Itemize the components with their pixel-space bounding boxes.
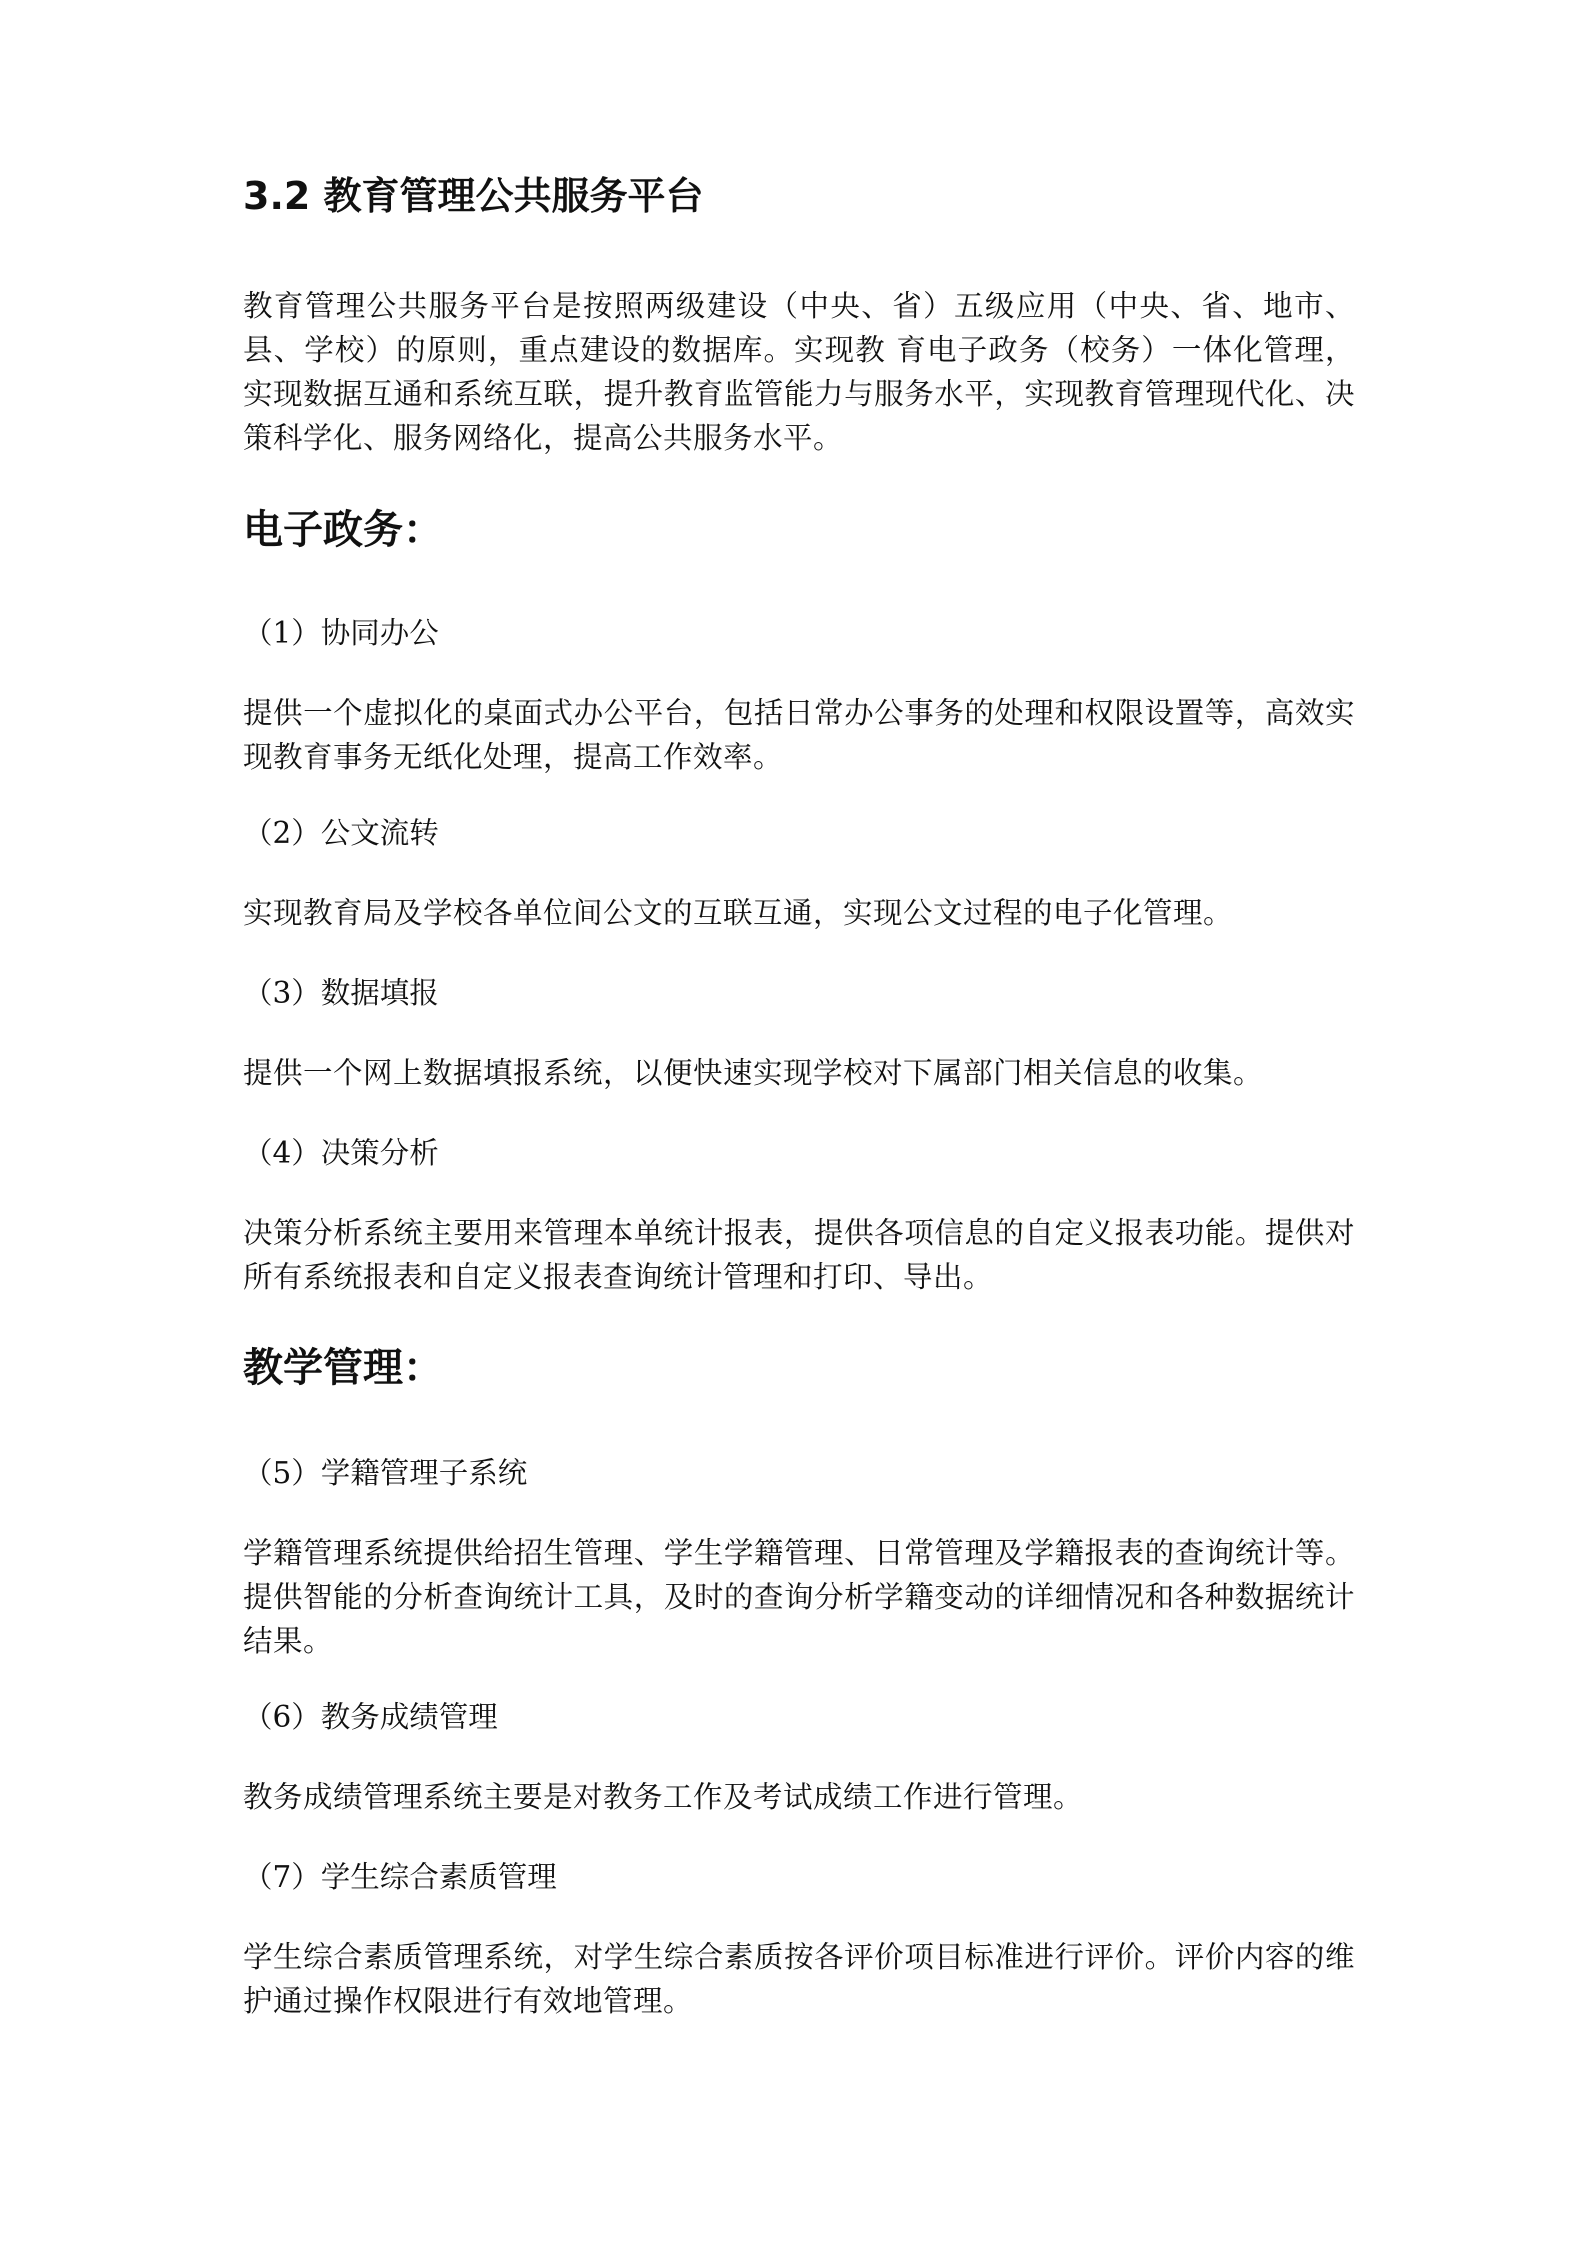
item-3-title: （3）数据填报 bbox=[243, 976, 439, 1010]
item-5-title: （5）学籍管理子系统 bbox=[243, 1456, 528, 1490]
item-4-title: （4）决策分析 bbox=[243, 1136, 439, 1170]
item-1-title: （1）协同办公 bbox=[243, 616, 439, 650]
item-3-desc: 提供一个网上数据填报系统，以便快速实现学校对下属部门相关信息的收集。 bbox=[243, 1056, 1264, 1090]
section-title: 3.2 教育管理公共服务平台 bbox=[243, 174, 704, 218]
teaching-heading: 教学管理： bbox=[243, 1345, 443, 1391]
item-4-desc: 决策分析系统主要用来管理本单统计报表，提供各项信息的自定义报表功能。提供对所有系统报表和自定义报表查询统计管理和打印、导出。 bbox=[243, 1216, 1355, 1294]
item-2-title: （2）公文流转 bbox=[243, 816, 439, 850]
intro-paragraph: 教育管理公共服务平台是按照两级建设（中央、省）五级应用（中央、省、地市、县、学校）的原则，重点建设的数据库。实现教 育电子政务（校务）一体化管理，实现数据互通和系统互联，提升教育监管能力与服务水平，实现教育管理现代化、决策科学化、服务网络化，提高公共服务水平。 bbox=[243, 289, 1355, 455]
item-1-desc: 提供一个虚拟化的桌面式办公平台，包括日常办公事务的处理和权限设置等，高效实现教育事务无纸化处理，提高工作效率。 bbox=[243, 696, 1355, 774]
item-7-title: （7）学生综合素质管理 bbox=[243, 1860, 557, 1894]
item-5-desc: 学籍管理系统提供给招生管理、学生学籍管理、日常管理及学籍报表的查询统计等。提供智能的分析查询统计工具，及时的查询分析学籍变动的详细情况和各种数据统计结果。 bbox=[243, 1536, 1355, 1658]
item-2-desc: 实现教育局及学校各单位间公文的互联互通，实现公文过程的电子化管理。 bbox=[243, 896, 1234, 930]
item-6-desc: 教务成绩管理系统主要是对教务工作及考试成绩工作进行管理。 bbox=[243, 1780, 1084, 1814]
egov-heading: 电子政务： bbox=[243, 507, 443, 553]
item-6-title: （6）教务成绩管理 bbox=[243, 1700, 498, 1734]
item-7-desc: 学生综合素质管理系统，对学生综合素质按各评价项目标准进行评价。评价内容的维护通过操作权限进行有效地管理。 bbox=[243, 1940, 1355, 2018]
